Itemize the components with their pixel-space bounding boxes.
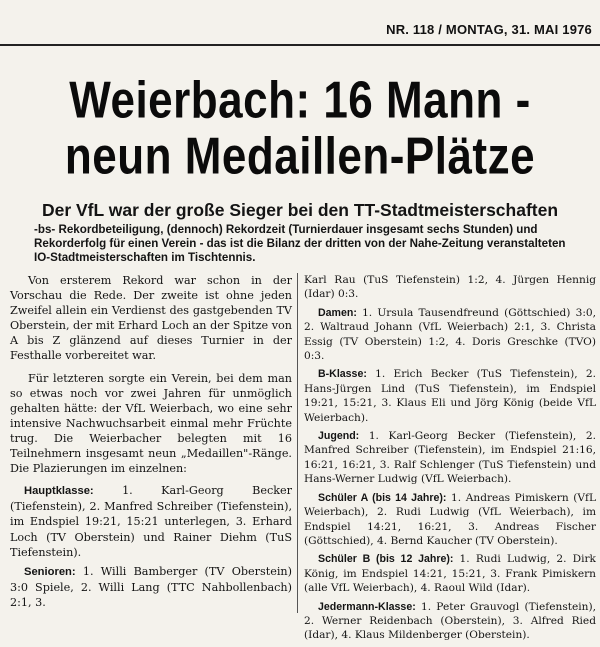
result-text: 1. Andreas Pimiskern (VfL Weierbach), 2. Rudi Ludwig (VfL Weierbach), im Endspiel 14:21, 16:21, 3. Andreas Fischer (Göttschied), 4. Bernd Kaucher (TV Oberstein). [304,491,596,547]
result-schueler-a [304,491,596,549]
result-category: Hauptklasse: [24,485,94,498]
result-category: Jedermann-Klasse: [318,600,416,613]
top-rule [0,44,600,46]
result-senioren [10,564,292,610]
result-category: Damen: [318,306,357,319]
result-text: 1. Erich Becker (TuS Tiefenstein), 2. Hans-Jürgen Lind (TuS Tiefenstein), im Endspiel 19:21, 15:21, 3. Klaus Eli und Jörg König (beide VfL Weierbach). [304,368,596,424]
lead-paragraph: -bs- Rekordbeteiligung, (dennoch) Rekordzeit (Turnierdauer insgesamt sechs Stunden) und Rekorderfolg für einen Verein - das ist die Bilanz der dritten von der Nahe-Zeitung veranstalteten IO-Stadtmeisterschaften im Tischtennis. [34,223,566,264]
result-category: Senioren: [24,565,76,578]
body-paragraph-1: Von ersterem Rekord war schon in der Vorschau die Rede. Der zweite ist ohne jeden Zweifel allein ein Verdienst des gastgebenden TV Oberstein, der mit Erhard Loch an der Spitze von A bis Z glänzend auf dieses Turnier in der Festhalle vorbereitet war. [10,274,292,363]
result-text: 1. Ursula Tausendfreund (Göttschied) 3:0, 2. Waltraud Johann (VfL Weierbach) 2:1, 3. Christa Essig (TV Oberstein) 1:2, 4. Doris Greschke (TVO) 0:3. [304,306,596,363]
headline-line-1: Weierbach: 16 Mann - [69,71,531,130]
result-text: 1. Rudi Ludwig, 2. Dirk König, im Endspiel 14:21, 15:21, 3. Frank Pimiskern (alle VfL Weierbach), 4. Raoul Wild (Idar). [304,553,596,595]
column-divider [297,273,298,613]
result-jugend [304,429,596,487]
issue-dateline: NR. 118 / MONTAG, 31. MAI 1976 [386,22,592,37]
result-text: 1. Willi Bamberger (TV Oberstein) 3:0 Spiele, 2. Willi Lang (TTC Nahbollenbach) 2:1, 3. [10,564,292,609]
result-category: Schüler B (bis 12 Jahre): [318,553,454,566]
result-category: B-Klasse: [318,368,367,381]
article-column-left [10,273,292,614]
subheadline: Der VfL war der große Sieger bei den TT-Stadtmeisterschaften [41,200,559,220]
result-text: 1. Karl-Georg Becker (Tiefenstein), 2. Manfred Schreiber (Tiefenstein), im Endspiel 19:21, 15:21 unterlegen, 3. Erhard Loch (TV Oberstein) und Rainer Diehm (TuS Tiefenstein). [10,484,292,559]
article-column-right [304,273,596,647]
result-category: Jugend: [318,430,360,443]
headline-line-2: neun Medaillen-Plätze [64,127,536,186]
result-category: Schüler A (bis 14 Jahre): [318,491,447,504]
result-schueler-b [304,552,596,595]
result-hauptklasse [10,483,292,559]
result-senioren-continued: Karl Rau (TuS Tiefenstein) 1:2, 4. Jürgen Hennig (Idar) 0:3. [304,274,596,301]
body-paragraph-2: Für letzteren sorgte ein Verein, bei dem man so etwas noch vor zwei Jahren für unmöglich gehalten hätte: der VfL Weierbach, wo eine sehr intensive Nachwuchsarbeit einmal mehr Früchte trug. Die Weierbacher belegten mit 16 Teilnehmern insgesamt neun „Medaillen"-Ränge. Die Plazierungen im einzelnen: [10,371,292,476]
result-b-klasse [304,367,596,425]
result-damen [304,306,596,364]
result-jedermann [304,600,596,643]
result-text: 1. Peter Grauvogl (Tiefenstein), 2. Werner Reidenbach (Oberstein), 3. Alfred Ried (Idar), 4. Klaus Mildenberger (Oberstein). [304,600,596,642]
result-text: 1. Karl-Georg Becker (Tiefenstein), 2. Manfred Schreiber (Tiefenstein), im Endspiel 21:16, 16:21, 16:21, 3. Ralf Schlenger (TuS Tiefenstein) und Hans-Werner Ludwig (VfL Weierbach). [304,430,596,486]
